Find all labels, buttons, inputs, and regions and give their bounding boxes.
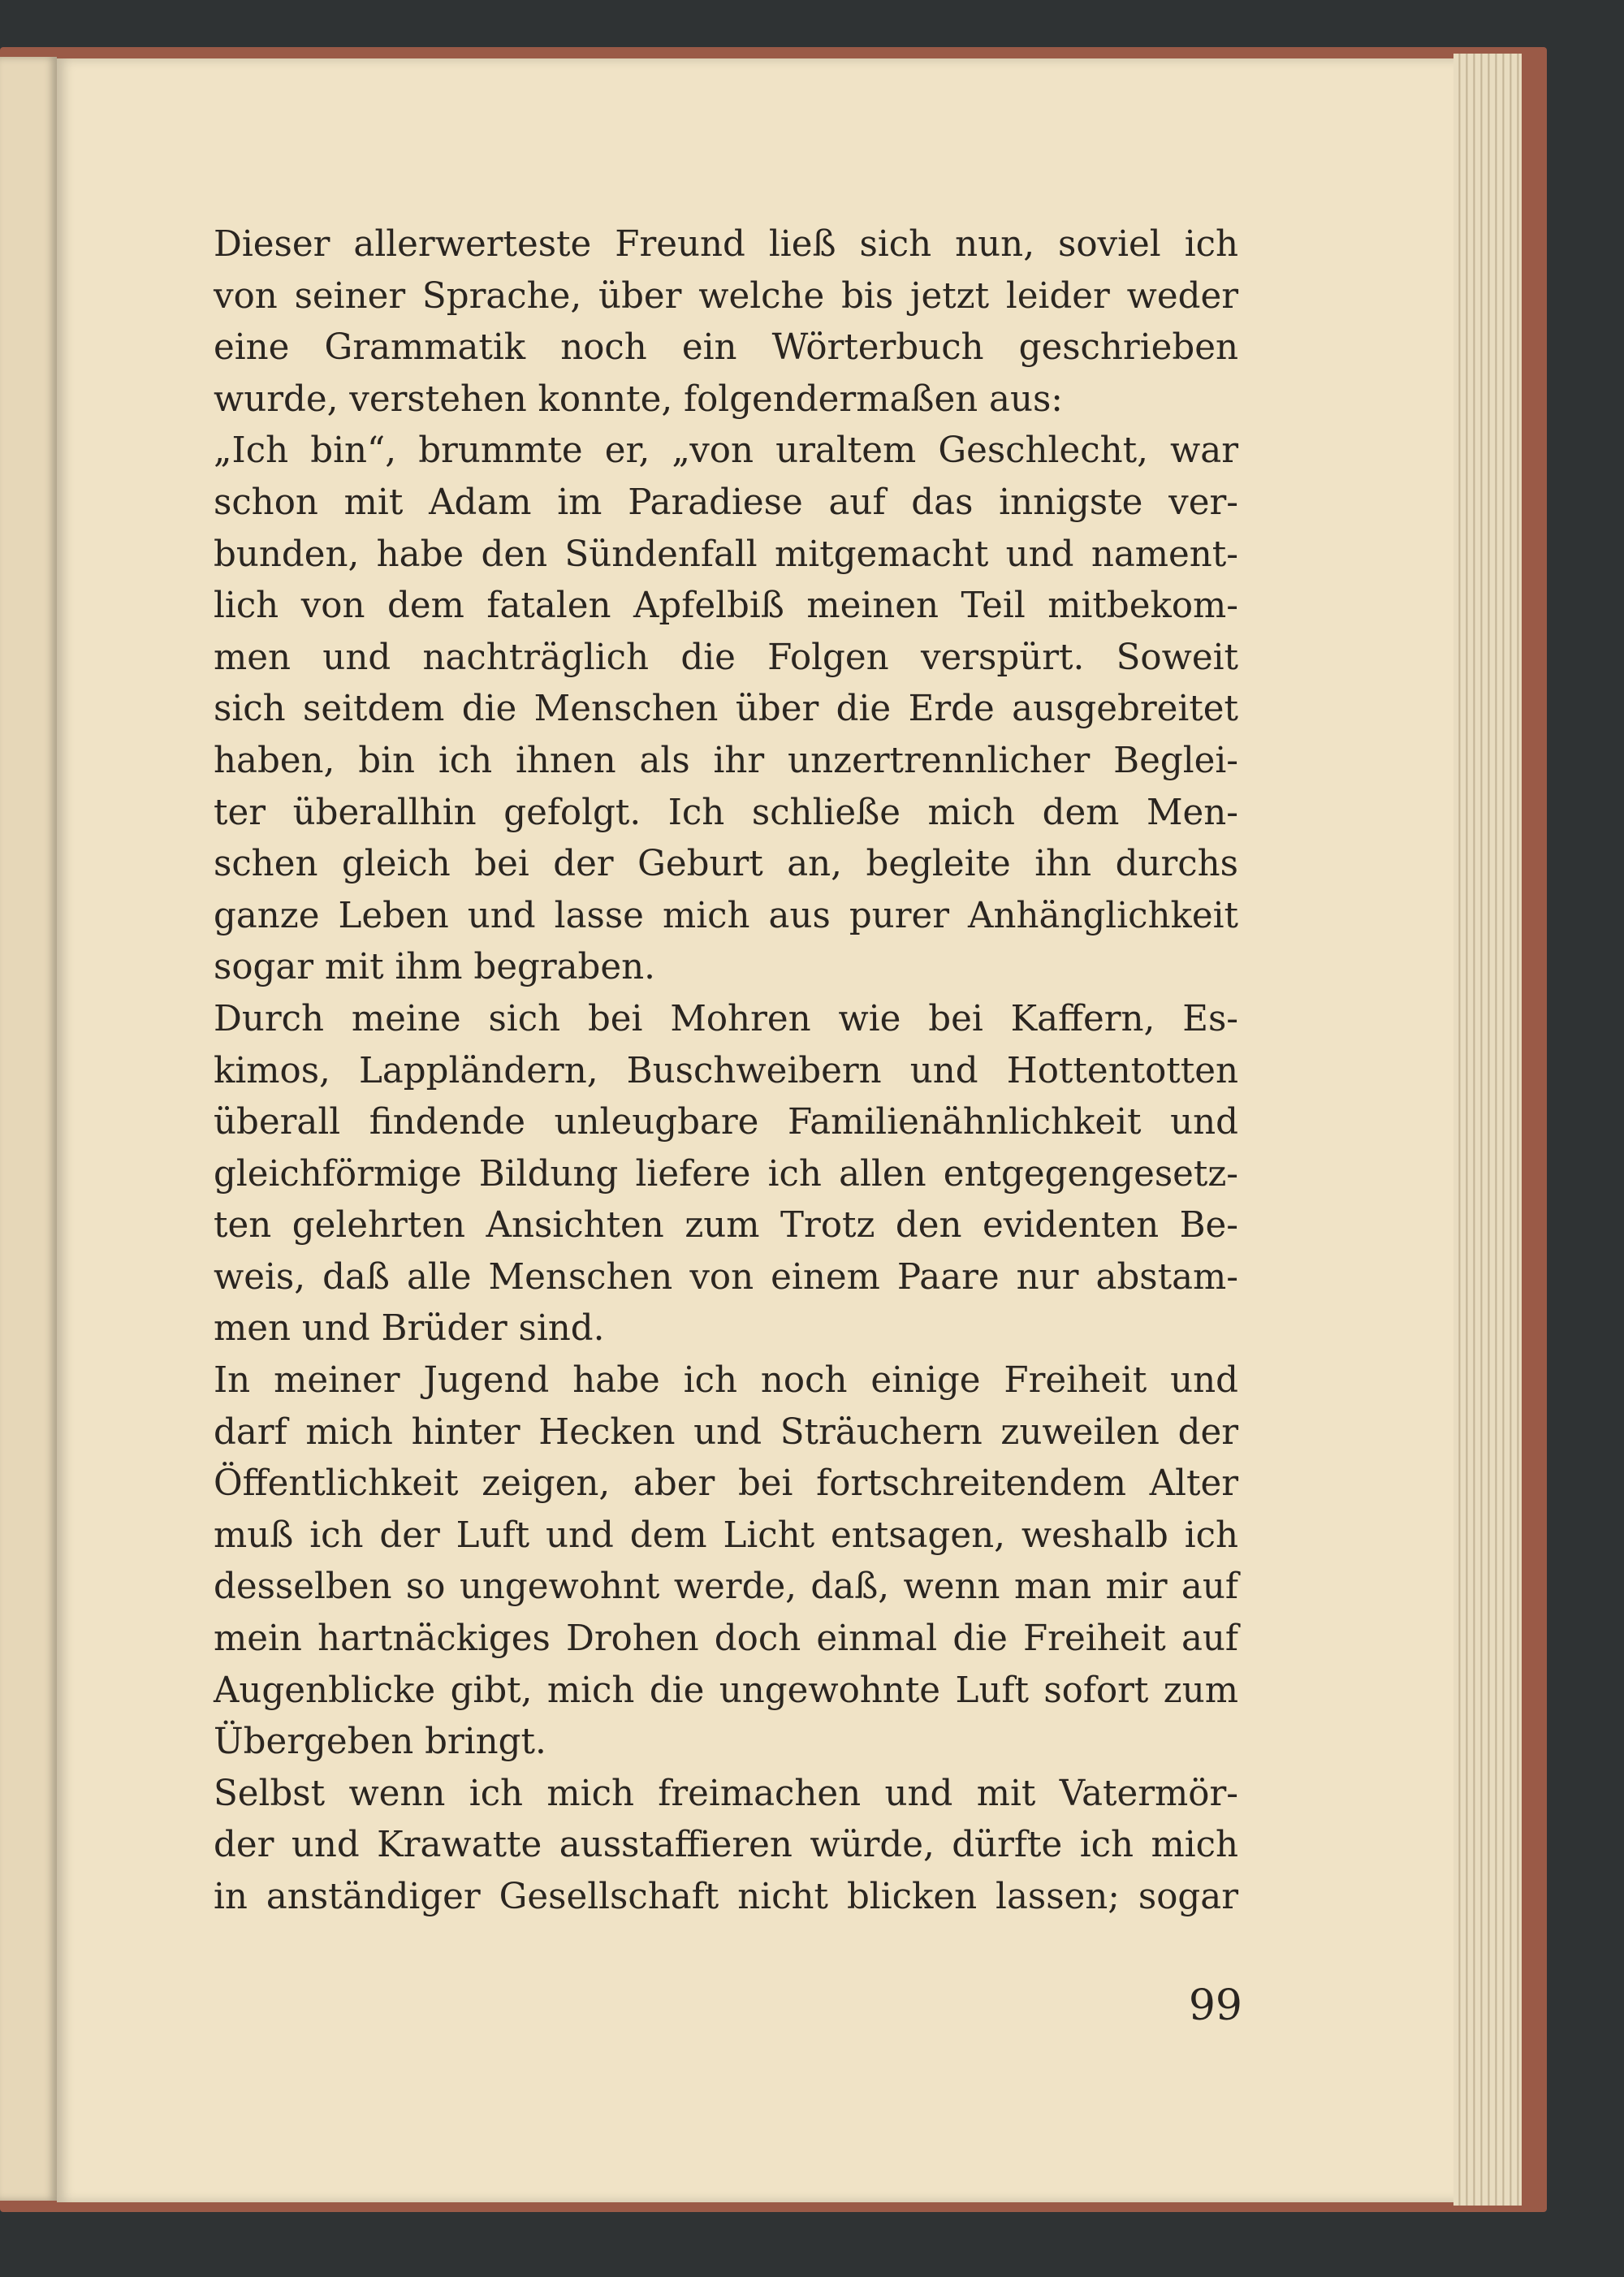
text-line: men und nachträglich die Folgen verspürt. Soweit [214, 637, 1238, 678]
paragraph [214, 1769, 1238, 1924]
text-line: mein hartnäckiges Drohen doch einmal die Freiheit auf [214, 1618, 1238, 1660]
text-line: wurde, verstehen konnte, folgendermaßen aus: [214, 378, 1063, 420]
page-stack-edges [1453, 54, 1522, 2206]
text-line: muß ich der Luft und dem Licht entsagen, weshalb ich [214, 1514, 1238, 1556]
text-line: sogar mit ihm begraben. [214, 947, 655, 988]
page-number: 99 [1188, 1981, 1242, 2030]
text-line: Selbst wenn ich mich freimachen und mit Vatermör- [214, 1773, 1238, 1814]
text-line: ganze Leben und lasse mich aus purer Anhänglichkeit [214, 895, 1238, 936]
body-text [214, 219, 1238, 1924]
text-line: von seiner Sprache, über welche bis jetzt leider weder [214, 275, 1238, 317]
text-line: desselben so ungewohnt werde, daß, wenn man mir auf [214, 1566, 1238, 1608]
text-line: gleichförmige Bildung liefere ich allen entgegengesetz- [214, 1153, 1238, 1195]
text-line: kimos, Lappländern, Buschweibern und Hottentotten [214, 1050, 1238, 1091]
text-line: bunden, habe den Sündenfall mitgemacht und nament- [214, 534, 1238, 575]
paragraph [214, 219, 1238, 426]
text-line: Öffentlichkeit zeigen, aber bei fortschreitendem Alter [214, 1463, 1238, 1505]
text-line: Dieser allerwerteste Freund ließ sich nun, soviel ich [214, 224, 1238, 265]
text-line: eine Grammatik noch ein Wörterbuch geschrieben [214, 327, 1238, 369]
book-page [57, 58, 1470, 2202]
paragraph [214, 1355, 1238, 1769]
text-line: In meiner Jugend habe ich noch einige Freiheit und [214, 1360, 1238, 1402]
text-line: men und Brüder sind. [214, 1308, 605, 1350]
text-line: ter überallhin gefolgt. Ich schließe mich dem Men- [214, 792, 1238, 833]
text-line: weis, daß alle Menschen von einem Paare nur abstam- [214, 1256, 1238, 1298]
left-page-edge [0, 57, 57, 2201]
text-line: haben, bin ich ihnen als ihr unzertrennlicher Beglei- [214, 740, 1238, 781]
text-line: Durch meine sich bei Mohren wie bei Kaffern, Es- [214, 998, 1238, 1039]
text-line: in anständiger Gesellschaft nicht blicken lassen; sogar [214, 1877, 1238, 1917]
text-line: schen gleich bei der Geburt an, begleite ihn durchs [214, 844, 1238, 885]
text-line: sich seitdem die Menschen über die Erde ausgebreitet [214, 689, 1238, 730]
paragraph [214, 426, 1238, 994]
text-line: überall findende unleugbare Familienähnlichkeit und [214, 1102, 1238, 1143]
text-line: darf mich hinter Hecken und Sträuchern zuweilen der [214, 1411, 1238, 1453]
text-line: ten gelehrten Ansichten zum Trotz den evidenten Be- [214, 1205, 1238, 1247]
text-line: der und Krawatte ausstaffieren würde, dürfte ich mich [214, 1825, 1238, 1866]
text-line: „Ich bin“, brummte er, „von uraltem Geschlecht, war [214, 430, 1238, 472]
text-line: lich von dem fatalen Apfelbiß meinen Teil mitbekom- [214, 585, 1238, 627]
paragraph [214, 994, 1238, 1355]
text-line: schon mit Adam im Paradiese auf das innigste ver- [214, 482, 1238, 523]
text-line: Übergeben bringt. [214, 1722, 546, 1763]
text-line: Augenblicke gibt, mich die ungewohnte Luft sofort zum [214, 1670, 1238, 1711]
